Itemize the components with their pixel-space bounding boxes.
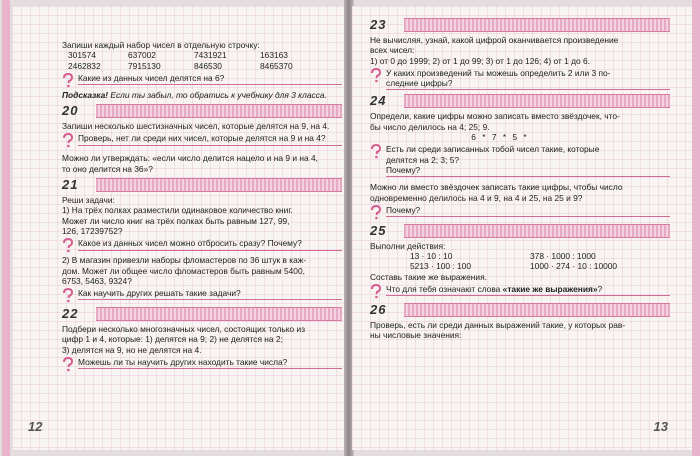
page-number: 12 — [28, 419, 43, 434]
question-mark-icon — [62, 238, 74, 253]
heading-bar — [96, 178, 342, 192]
question-block — [62, 357, 342, 372]
question-block — [62, 73, 342, 88]
task-number: 24 — [370, 93, 387, 109]
question-block — [62, 288, 342, 303]
question-text — [386, 68, 670, 91]
task-text: Можно ли утверждать: «если число делится нацело и на 9 и на 4, — [62, 153, 318, 164]
number: 2462832 — [68, 60, 101, 71]
question-mark-icon — [370, 68, 382, 83]
task-text: одновременно делилось на 4 и 9, на 4 и 25, на 25 и 9? — [370, 192, 583, 203]
question-text: Как научить других решать такие задачи? — [78, 288, 342, 300]
task-text: Реши задачи: — [62, 195, 115, 206]
right-page — [352, 6, 692, 450]
task-text: Запиши несколько шестизначных чисел, которые делятся на 9, на 4. — [62, 121, 330, 132]
task-text: то оно делится на 36»? — [62, 163, 153, 174]
heading-bar — [404, 18, 670, 32]
heading-bar — [96, 307, 342, 321]
task-number: 25 — [370, 222, 387, 238]
question-mark-icon — [370, 144, 382, 159]
question-mark-icon — [370, 205, 382, 220]
task-text: Составь такие же выражения. — [370, 271, 487, 282]
task-heading-20 — [62, 104, 342, 118]
question-mark-icon — [370, 284, 382, 299]
number: 637002 — [128, 50, 156, 61]
question-bold: «такие же выражения» — [502, 284, 598, 295]
question-text: Какое из данных чисел можно отбросить сразу? Почему? — [78, 238, 342, 250]
question-block — [370, 205, 670, 220]
heading-bar — [96, 104, 342, 118]
numbers-row-1 — [68, 50, 342, 60]
expression-grid — [410, 251, 670, 272]
number: 163163 — [260, 50, 288, 61]
right-page-content — [370, 14, 670, 341]
number: 846530 — [194, 60, 222, 71]
number: 7431921 — [194, 50, 227, 61]
heading-bar — [404, 303, 670, 317]
task-text: Можно ли вместо звёздочек записать такие цифры, чтобы число — [370, 182, 623, 193]
question-line: следние цифры? — [386, 78, 453, 89]
question-text: Почему? — [386, 205, 670, 217]
task-text: 126, 17239752? — [62, 225, 123, 236]
question-mark-icon — [62, 288, 74, 303]
task-text: 6753, 5463, 9324? — [62, 275, 132, 286]
hint-label: Подсказка! — [62, 89, 109, 100]
task-heading-26 — [370, 303, 670, 317]
question-prefix: Что для тебя означают слова — [386, 284, 503, 295]
intro-text: Запиши каждый набор чисел в отдельную строчку: — [62, 40, 260, 50]
hint — [62, 90, 342, 100]
task-number: 22 — [62, 306, 79, 321]
task-text: Может ли число книг на трёх полках быть равным 127, 99, — [62, 215, 290, 226]
task-text: дом. Может ли общее число фломастеров быть равным 5400, — [62, 265, 305, 276]
task-text: Выполни действия: — [370, 240, 446, 251]
task-text: 1) На трёх полках разместили одинаковое количество книг. — [62, 205, 293, 216]
expression: 13 · 10 : 10 — [410, 251, 453, 262]
task-number: 21 — [62, 176, 79, 192]
question-text: Какие из данных чисел делятся на 6? — [78, 73, 342, 85]
question-mark-icon — [62, 133, 74, 148]
task-number: 20 — [62, 103, 79, 119]
task-heading-21 — [62, 178, 342, 192]
hint-text: Если ты забыл, то обратись к учебнику для 3 класса. — [108, 89, 327, 100]
task-text: 2) В магазин привезли наборы фломастеров по 36 штук в каж- — [62, 255, 307, 266]
left-edge-strip — [2, 0, 10, 456]
heading-bar — [404, 94, 670, 108]
number: 8465370 — [260, 60, 293, 71]
question-text — [386, 144, 670, 177]
question-text — [386, 284, 670, 296]
left-page-content — [62, 40, 342, 374]
task-text: Подбери несколько многозначных чисел, состоящих только из — [62, 324, 306, 335]
right-edge-strip — [692, 0, 700, 456]
question-line: У каких произведений ты можешь определить 2 или 3 по- — [386, 67, 611, 78]
left-page — [12, 6, 346, 450]
task-text: 3) делятся на 9, но не делятся на 4. — [62, 344, 202, 355]
heading-bar — [404, 224, 670, 238]
question-block — [62, 238, 342, 253]
task-text: бы число делилось на 4; 25; 9. — [370, 121, 490, 132]
page-number: 13 — [653, 419, 668, 434]
expression: 378 · 1000 : 1000 — [530, 251, 596, 262]
task-text: Не вычисляя, узнай, какой цифрой оканчивается произведение — [370, 35, 619, 45]
question-line: Почему? — [386, 164, 421, 175]
task-heading-24 — [370, 94, 670, 108]
task-heading-23 — [370, 18, 670, 32]
number: 301574 — [68, 50, 96, 61]
question-block — [370, 284, 670, 299]
task-text: ны числовые значения: — [370, 330, 462, 341]
question-text: Можешь ли ты научить других находить такие числа? — [78, 357, 342, 369]
task-text: Определи, какие цифры можно записать вместо звёздочек, что- — [370, 111, 620, 122]
task-text: Проверь, есть ли среди данных выражений такие, у которых рав- — [370, 320, 626, 331]
question-line: Есть ли среди записанных тобой чисел такие, которые — [386, 144, 600, 155]
task-heading-25 — [370, 224, 670, 238]
task-number: 26 — [370, 301, 387, 317]
task-text: 1) от 0 до 1999; 2) от 1 до 99; 3) от 1 до 126; 4) от 1 до 6. — [370, 55, 590, 66]
question-line: делятся на 2; 3; 5? — [386, 154, 460, 165]
task-heading-22 — [62, 307, 342, 321]
question-block — [370, 68, 670, 91]
expression: 1000 · 274 · 10 : 10000 — [530, 261, 618, 272]
expression: 5213 · 100 : 100 — [410, 261, 472, 272]
question-mark-icon — [62, 73, 74, 88]
question-text: Проверь, нет ли среди них чисел, которые делятся на 9 и на 4? — [78, 133, 342, 145]
question-block — [370, 144, 670, 177]
numbers-row-2 — [68, 61, 342, 71]
task-text: всех чисел: — [370, 45, 415, 56]
number: 7915130 — [128, 60, 161, 71]
question-mark-icon — [62, 357, 74, 372]
digit-pattern: 6 * 7 * 5 * — [471, 132, 529, 143]
question-block — [62, 133, 342, 148]
task-text: цифр 1 и 4, которые: 1) делятся на 9; 2) не делятся на 2; — [62, 334, 283, 345]
question-suffix: ? — [597, 284, 603, 295]
task-number: 23 — [370, 16, 387, 32]
